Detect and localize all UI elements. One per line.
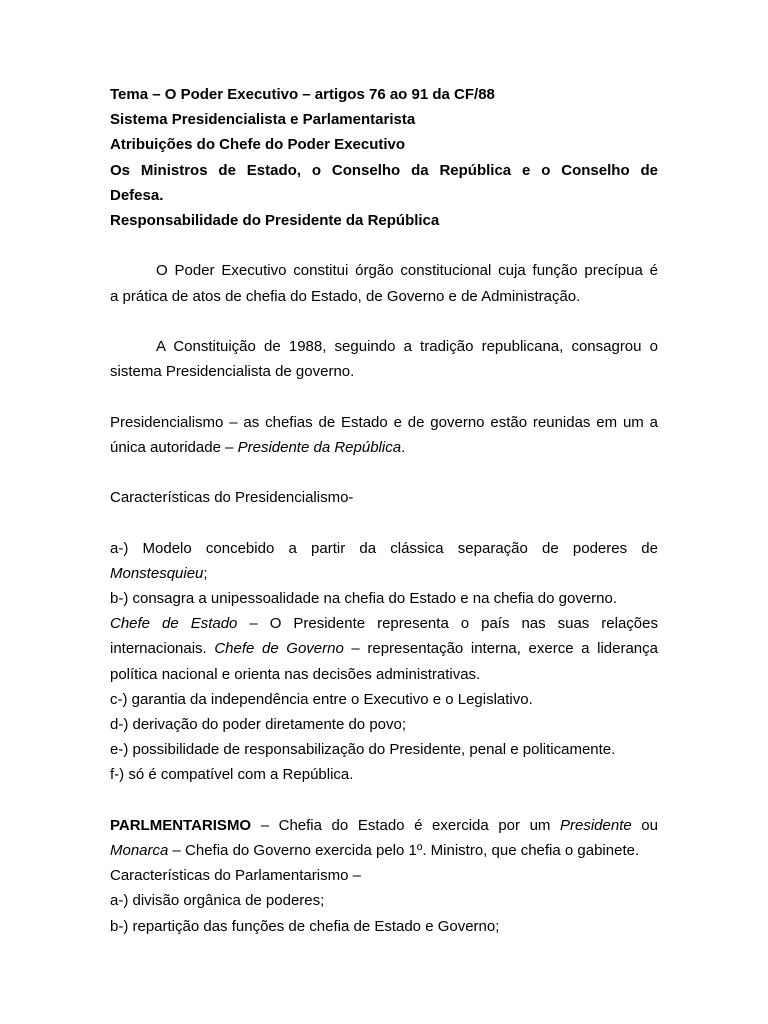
- chefe-line1: [110, 611, 658, 636]
- parlamentarismo-line2-text: – Chefia do Governo exercida pelo 1º. Ministro, que chefia o gabinete.: [168, 842, 640, 859]
- item-a-line1: a-) Modelo concebido a partir da clássica separação de poderes de: [110, 539, 658, 557]
- spacer: [110, 788, 658, 813]
- heading-sistema: Sistema Presidencialista e Parlamentarista: [110, 111, 416, 129]
- parlamentarismo-characteristics-title: Características do Parlamentarismo –: [110, 867, 361, 885]
- presidencialismo-characteristics-title: Características do Presidencialismo-: [110, 489, 354, 507]
- chefe-line3: política nacional e orienta nas decisões administrativas.: [110, 665, 481, 683]
- intro-paragraph2-line2: sistema Presidencialista de governo.: [110, 363, 355, 381]
- parlamentarismo-term: PARLMENTARISMO: [110, 816, 252, 834]
- item-e: e-) possibilidade de responsabilização do Presidente, penal e politicamente.: [110, 741, 616, 759]
- heading-ministros-line1: Os Ministros de Estado, o Conselho da República e o Conselho de: [110, 161, 658, 179]
- presidente-term: Presidente da República: [237, 438, 402, 456]
- spacer: [110, 384, 658, 409]
- chefe-line2-pre: internacionais.: [110, 640, 215, 658]
- heading-responsabilidade: Responsabilidade do Presidente da República: [110, 212, 440, 230]
- heading-atribuicoes: Atribuições do Chefe do Poder Executivo: [110, 136, 406, 154]
- parlamentarismo-line1-end: ou: [631, 816, 658, 834]
- monarca-term: Monarca: [110, 842, 169, 859]
- spacer: [110, 460, 658, 485]
- item-c: c-) garantia da independência entre o Executivo e o Legislativo.: [110, 690, 533, 708]
- item-a-end: ;: [203, 564, 208, 582]
- chefe-de-governo-term: Chefe de Governo: [214, 640, 344, 658]
- presidencialismo-definition-line1: Presidencialismo – as chefias de Estado e de governo estão reunidas em um a: [110, 413, 658, 431]
- intro-paragraph2-line1: A Constituição de 1988, seguindo a tradição republicana, consagrou o: [156, 338, 658, 355]
- item-f: f-) só é compatível com a República.: [110, 766, 354, 784]
- parl-item-a: a-) divisão orgânica de poderes;: [110, 892, 325, 910]
- intro-paragraph1-line2: a prática de atos de chefia do Estado, de Governo e de Administração.: [110, 287, 581, 305]
- chefe-line2: [110, 636, 658, 661]
- parlamentarismo-line2: [110, 838, 658, 863]
- chefe-line1-text: – O Presidente representa o país nas suas relações: [237, 615, 658, 633]
- chefe-de-estado-term: Chefe de Estado: [110, 615, 238, 633]
- parl-item-b: b-) repartição das funções de chefia de Estado e Governo;: [110, 917, 500, 935]
- definition-period: .: [401, 438, 406, 456]
- montesquieu-term: Monstesquieu: [110, 564, 204, 582]
- parlamentarismo-line1-text: – Chefia do Estado é exercida por um: [251, 816, 560, 834]
- item-a-line2: [110, 561, 658, 586]
- chefe-line2-text: – representação interna, exerce a liderança: [343, 640, 658, 658]
- definition-text: única autoridade –: [110, 438, 238, 456]
- parlamentarismo-line1: [110, 813, 658, 838]
- heading-ministros-line2: Defesa.: [110, 186, 164, 204]
- document-page: [110, 82, 658, 939]
- item-d: d-) derivação do poder diretamente do povo;: [110, 716, 407, 733]
- spacer: [110, 309, 658, 334]
- presidencialismo-definition-line2: [110, 435, 658, 460]
- spacer: [110, 233, 658, 258]
- spacer: [110, 510, 658, 535]
- item-b: b-) consagra a unipessoalidade na chefia do Estado e na chefia do governo.: [110, 589, 618, 607]
- heading-tema: Tema – O Poder Executivo – artigos 76 ao 91 da CF/88: [110, 86, 495, 103]
- intro-paragraph1-line1: O Poder Executivo constitui órgão constitucional cuja função precípua é: [156, 262, 658, 280]
- presidente-term-2: Presidente: [560, 816, 632, 834]
